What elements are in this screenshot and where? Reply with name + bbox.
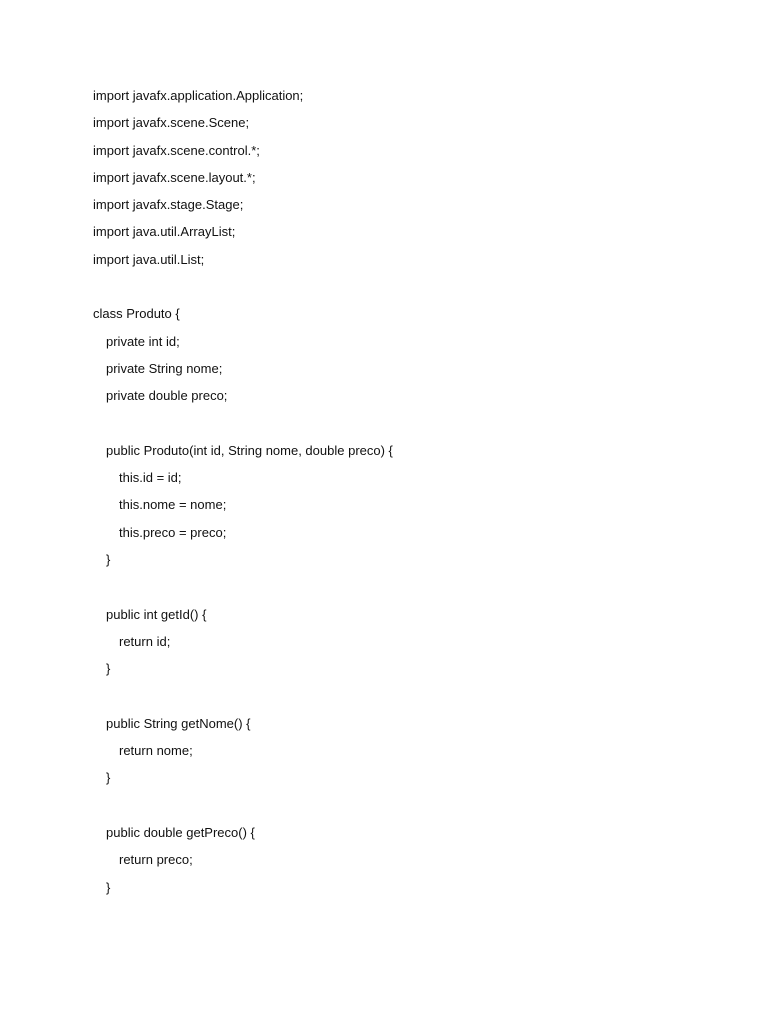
code-line: return nome; bbox=[119, 743, 193, 759]
code-line: private double preco; bbox=[106, 388, 228, 404]
blank-line bbox=[93, 577, 393, 604]
blank-line bbox=[93, 687, 393, 714]
code-line: } bbox=[106, 770, 111, 786]
code-line: private String nome; bbox=[106, 360, 223, 376]
code-line: } bbox=[106, 661, 111, 677]
code-line: return preco; bbox=[119, 852, 193, 868]
code-line: this.nome = nome; bbox=[119, 497, 227, 513]
code-line: import javafx.application.Application; bbox=[93, 88, 304, 103]
code-line: public String getNome() { bbox=[106, 715, 251, 731]
blank-line bbox=[93, 277, 393, 304]
code-line: this.preco = preco; bbox=[119, 524, 227, 540]
code-line: } bbox=[106, 879, 111, 895]
code-line: public int getId() { bbox=[106, 606, 207, 622]
code-line: private int id; bbox=[106, 333, 180, 349]
code-line: import java.util.List; bbox=[93, 251, 205, 267]
code-line: import javafx.scene.Scene; bbox=[93, 115, 250, 131]
code-line: public double getPreco() { bbox=[106, 825, 255, 841]
code-line: public Produto(int id, String nome, double preco) { bbox=[106, 442, 393, 458]
code-line: return id; bbox=[119, 633, 171, 649]
blank-line bbox=[93, 414, 393, 441]
code-line: import javafx.scene.control.*; bbox=[93, 142, 260, 158]
code-line: import javafx.stage.Stage; bbox=[93, 197, 244, 213]
code-listing bbox=[93, 86, 393, 905]
blank-line bbox=[93, 796, 393, 823]
code-line: } bbox=[106, 552, 111, 568]
code-line: class Produto { bbox=[93, 306, 180, 322]
code-line: import javafx.scene.layout.*; bbox=[93, 169, 256, 185]
code-line: this.id = id; bbox=[119, 470, 182, 486]
code-line: import java.util.ArrayList; bbox=[93, 224, 236, 240]
